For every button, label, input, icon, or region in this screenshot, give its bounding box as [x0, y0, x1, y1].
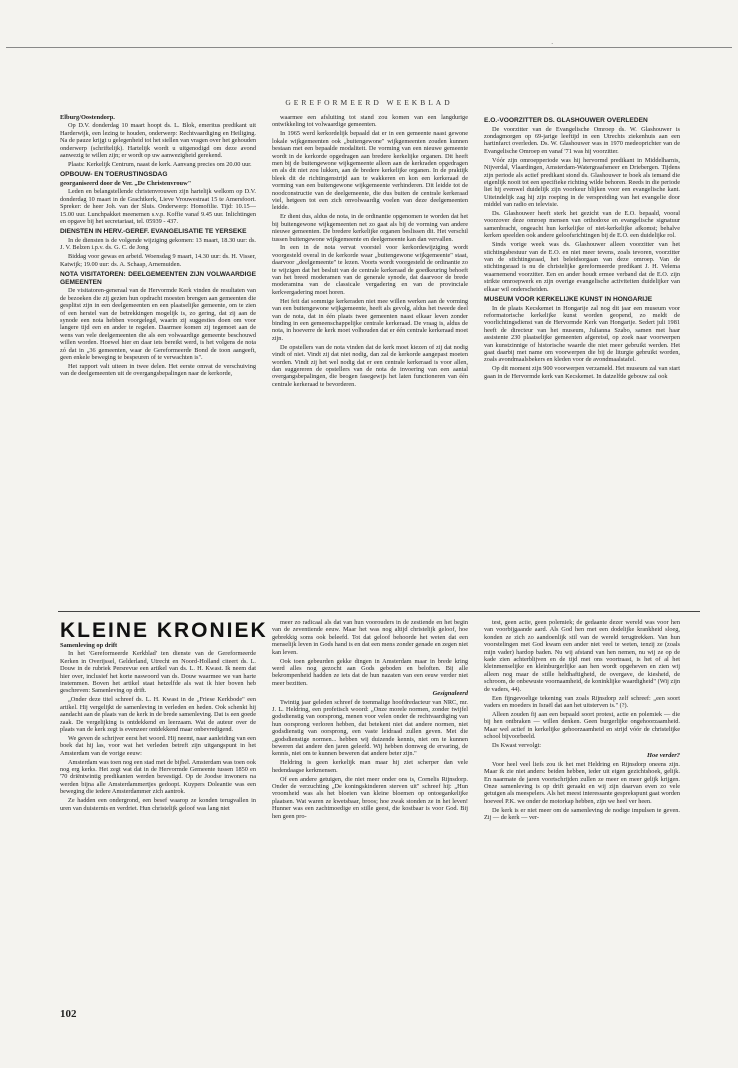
paragraph: Sinds vorige week was ds. Glashouwer alleen voorzitter van het stichtingsbestuur van de E.O. en niet meer tevens, zoals tevoren, voorzitter van de stichtingsraad, het beleidsorgaan van deze omroep. Van de stichtingsraad is nu de christelijke gereformeerde predikant J. H. Velema waarnemend voorzitter. Een en ander houdt ermee verband dat de E.O. zijn strikte omroepwerk en zijn overige evangelische activiteiten duidelijker van elkaar wil onderscheiden. — [484, 241, 680, 293]
top-column-1 — [60, 114, 256, 608]
paragraph: Of een andere getuigen, die niet meer onder ons is, Cornelis Rijnsdorp. Onder de verzuchting „De koningskinderen sterven uit" schreef hij: „Hun vroomheid was als het bloeien van kleine bloemen op ontoegankelijke plaatsen. Wat waren ze kwetsbaar, broos; hoe zwak stonden ze in het leven! Hunner was een zachtmoedige en stille geest, die kostbaar is voor God. Bij hen geen pro- — [272, 775, 468, 820]
article-title: E.O.-VOORZITTER DS. GLASHOUWER OVERLEDEN — [484, 117, 648, 124]
paragraph: Biddag voor gewas en arbeid. Woensdag 9 maart, 14.30 uur: ds. H. Visser, Katwijk; 19.00 uur: ds. A. Schaap, Arnemuiden. — [60, 253, 256, 268]
bottom-column-3 — [484, 619, 680, 1009]
paragraph: Op dit moment zijn 900 voorwerpen verzameld. Het museum zal van start gaan in de Hervormde kerk van Kecskemet. In datzelfde gebouw zal ook — [484, 365, 680, 380]
top-column-3 — [484, 114, 680, 608]
paragraph: Heldring is geen kerkelijk man maar hij ziet scherper dan vele hedendaagse kerkmensen. — [272, 759, 468, 774]
bottom-column-2 — [272, 619, 468, 1009]
article-subtitle: georganiseerd door de Ver. „De Christenvrouw" — [60, 179, 192, 187]
paragraph: De voorzitter van de Evangelische Omroep ds. W. Glashouwer is zondagmorgen op 69-jarige leeftijd in een Utrechts ziekenhuis aan een hartinfarct overleden. Ds. W. Glashouwer was in 1970 medeoprichter van de Evangelische Omroep en vanaf '71 was hij voorzitter. — [484, 125, 680, 155]
paragraph: Plaats: Kerkelijk Centrum, naast de kerk. Aanvang precies om 20.00 uur. — [68, 160, 252, 168]
paragraph: De opstellers van de nota vinden dat de kerk moet kiezen of zij dat nodig vindt of niet. Vindt zij dat niet nodig, dan zal de kerkorde aangepast moeten worden. Vindt zij het wel nodig dat er een centrale kerkeraad is voor allen, dan suggereren de opstellers van de nota de invoering van een aantal overgangsbepalingen, die beogen fasegewijs het laten functioneren van één centrale kerkeraad te bevorderen. — [272, 343, 468, 388]
paragraph: In de diensten is de volgende wijziging gekomen: 13 maart, 18.30 uur: ds. J. V. Belzen i.p.v. ds. G. C. de Jong — [60, 236, 256, 252]
paragraph: meer zo radicaal als dat van hun voorouders in de zestiende en het begin van de zeventiende eeuw. Maar het was nog altijd christelijk geloof, hoe gebrekkig soms ook beleefd. Tot dat geloof behoorde het weten dat een menselijk leven in Gods hand is en dat een mens zonder genade en zegen niet kan leven. — [272, 619, 468, 656]
article-title: MUSEUM VOOR KERKELIJKE KUNST IN HONGARIJE — [484, 296, 653, 304]
paragraph: Ds. Glashouwer heeft sterk het gezicht van de E.O. bepaald, vooral voorzover deze omroep mensen van orthodoxe en evangelische signatuur samenbracht, ongeacht hun kerkelijke of niet-kerkelijke afkomst; behalve kerken speelden ook andere geloofsrichtingen bij de E.O. een duidelijke rol. — [484, 210, 680, 240]
bottom-column-1 — [60, 642, 256, 1004]
paragraph: Er dient dus, aldus de nota, in de ordinantie opgenomen te worden dat het bij buitengewone wijkgemeenten net zo gaat als bij de vorming van andere nieuwe gemeenten. De bredere kerkelijke organen beslissen dit. Het verschil tussen buitengewone wijkgemeente en deelgemeente kan dan vervallen. — [272, 213, 468, 243]
section-divider — [58, 611, 700, 612]
paragraph: Ds Kwast vervolgt: — [492, 742, 541, 749]
paragraph: De visitatoren-generaal van de Hervormde Kerk vinden de resultaten van de bezoeken die zij gezien hun opdracht moesten brengen aan gemeenten die gesplitst zijn in een deelgemeenten en een plaatselijke gemeente, om te zien of een herstel van de betrekkingen mogelijk is, zo gering, dat zij aan de synode een nota hebben voorgelegd, waarin zij suggesties doen om voor langere tijd een en ander te regelen. Daarmee komen zij tegemoet aan de wens van vele deelgemeenten die als een volwaardige gemeente beschouwd willen worden. Hoewel hier en daar iets bereikt werd, is het volgens de nota zó dat in „36 gemeenten, waar de Gereformeerde Bond de toon aangeeft, geen enkele beweging te bespeuren of te verwachten is". — [60, 287, 256, 361]
paragraph: Op D.V. donderdag 10 maart hoopt ds. L. Blok, emeritus predikant uit Harderwijk, een lezing te houden, onderwerp: Rechtvaardiging en Heiliging. Na de pauze krijgt u gelegenheid tot het stellen van vragen over het gehouden onderwerp (schriftelijk). Hartelijk wordt u uitgenodigd om deze avond aanwezig te willen zijn; er wordt op uw aanwezigheid gerekend. — [60, 122, 256, 160]
section-subhead: Gesignaleerd — [432, 690, 468, 698]
paragraph: Voor heel veel liefs zou ik het met Heldring en Rijnsdorp oneens zijn. Maar ik zie niet anders: beiden hebben, ieder uit eigen gezichtshoek, gelijk. En naarmate de jaren voortschrijden zullen ze meer en meer gelijk krijgen. Onze samenleving is op drift geraakt en wij zijn daarvan even zo vele getuigen als meespelers. Als het meest interessante gesprekspunt gaat worden hoeveel P.K. we onder de motorkap hebben, zijn we heel ver heen. — [484, 760, 680, 805]
paragraph: Twintig jaar geleden schreef de toenmalige hoofdredacteur van NRC, mr. J. L. Heldring, een profetisch woord: „Onze morele normen, zonder twijfel godsdienstig van oorsprong, menen voor velen onder de rechtvaardiging van hun oorsprong verloren hebben, dat betekent niet dat andere normen, niet godsdienstig van oorsprong, een vaste leidraad zullen geven. Met die „godsdienstige normen... hebben wij duizende kennis, niet om te kunnen beweren dat andere den jaren geleefd. Wij hebben domweg de ervaring, de kennis, niet om te kunnen beweren dat andere beter zijn." — [272, 698, 468, 758]
paragraph: test, geen actie, geen polemiek; de gedaante dezer wereld was voor hen van voorbijgaande aard. Als God hen met een dodelijke krankheid sloeg, konden ze zich zo aandoenlijk stil van de wereld terugtrekken. Van hun voorstelingen met God kwam een ander niet veel te weten, tenzij ze (zoals mijn vader) hardop baden. Nu wij afstand van hen nemen, nu wij ze op de kade zien achterblijven en de tijd met ons voortraast, is het of al het kleinmenselijke en kleinburgerlijke aan hen wordt opgeheven en zien wij alleen nog maar de stille heldhaftigheid, de overgave, de kiesheid, de schroom, de onbewuste voornaamheid, de koninklijke waardigheid" (Wij zijn de vaders, 44). — [484, 619, 680, 693]
masthead: GEREFORMEERD WEEKBLAD — [285, 98, 453, 107]
paragraph: waarmee een afsluiting tot stand zou komen van een langdurige ontwikkeling tot volwaardige gemeenten. — [272, 114, 468, 129]
paragraph: In een in de nota vervat voorstel voor kerkordewijziging wordt voorgesteld overal in de kerkorde waar „buitengewone wijkgemeente" staat, daarvoor „deelgemeente" te lezen. Voorts wordt voorgesteld de ordinantie zo te wijzigen dat het besluit van de centrale kerkeraad de goedkeuring behoeft van het breed moderamen van de generale synode, dat daarvoor de brede moderamina van de classicale vergadering en van de provinciale kerkvergadering moet horen. — [272, 244, 468, 296]
scan-mark: · — [551, 40, 554, 48]
paragraph: Het feit dat sommige kerkeraden niet mee willen werken aan de vorming van een buitengewone wijkgemeente, heeft als gevolg, aldus het tweede deel van de nota, dat in één plaats twee gemeenten naast elkaar leven zonder binding in een gemeenschappelijke centrale kerkeraad. De vraag is, aldus de nota, in hoeverre de kerk moet volhouden dat er één centrale kerkeraad moet zijn. — [272, 297, 468, 342]
paragraph: Leden en belangstellende christenvrouwen zijn hartelijk welkom op D.V. donderdag 10 maart in de Grachtkerk, Lieve Vrouwestraat 15 te Amersfoort. Spreker: de heer Joh. van der Sluis. Onderwerp: Homofilie. Tijd: 10.15—15.00 uur. Lunchpakket meenemen s.v.p. Koffie vanaf 9.45 uur. Inlichtingen en opgave bij het secretariaat, tel. 05939 - 437. — [60, 188, 256, 225]
paragraph: In 1965 werd kerkordelijk bepaald dat er in een gemeente naast gewone lokale wijkgemeenten ook „buitengewone" wijkgemeenten zouden kunnen bestaan met een bepaalde modaliteit. De vorming van een nieuwe gemeente wordt in de kerkorde opgedragen aan bredere kerkelijke organen. Dit heeft men bij de buitengewone wijkgemeente alleen aan de kerkraden opgedragen en als dit niet zou lukken, aan de bredere kerkelijke organen. In de praktijk bleek dit de richtingenstrijd aan te wakkeren en kon een kerkeraad de vorming van een buitengewone wijkgemeente verhinderen. Dit leidde tot de noodconstructie van de deelgemeente, die dus buiten de centrale kerkeraad viel, hetgeen tot een zich onvolwaardig voelen van deze deelgemeenten leidde. — [272, 130, 468, 212]
top-rule — [6, 47, 732, 48]
section-subhead: Hoe verder? — [646, 752, 680, 760]
section-heading: KLEINE KRONIEK — [60, 619, 268, 642]
paragraph: De kerk is er niet meer om de samenleving de nodige impulsen te geven. Zij — de kerk — ver- — [484, 806, 680, 822]
paragraph: Amsterdam was toen nog een stad met de bijbel. Amsterdam was toen ook nog erg kerks. Het zegt wat dat in de Hervormde Gemeente tussen 1850 en '70 driëntwintig predikanten werden bevestigd. Op de Joodse inwoners na werden bijna alle Amsterdammertjes gedoopt. Kuypers Doleantie was een beweging die iedere Amsterdammer zich aantrok. — [60, 758, 256, 796]
paragraph: In de plaats Kecskemet in Hongarije zal nog dit jaar een museum voor reformatorische kerkelijke kunst worden geopend, zo meldt de voorlichtingsdienst van de Hervormde Kerk van Hongarije. Sedert juli 1981 heeft de directeur van het museum, Julianna Szabo, samen met haar assistente 230 plaatselijke gemeenten afgereisd, op zoek naar voorwerpen van kunstzinnige of historische waarde die niet meer gebruikt werden. Het gaat daarbij met name om voorwerpen die bij de liturgie gebruikt worden, zoals avondmaalsbekers en kleden voor de avondmaalstafel. — [484, 304, 680, 364]
top-column-2 — [272, 114, 468, 608]
page-number: 102 — [60, 1008, 77, 1020]
paragraph: Ze hadden een ondergrond, een besef waarop ze konden terugvallen in uren van duisternis en verdriet. Hun christelijk geloof was lang niet — [60, 797, 256, 812]
paragraph: In het 'Gereformeerde Kerkblad' ten dienste van de Gereformeerde Kerken in Overijssel, Gelderland, Utrecht en Noord-Holland citeert ds. L. Douw in de rubriek Persrevue een artikel van ds. L. H. Kwast. Ik neem dat hier over, inclusief het korte naswoord van ds. Douw waarmee we van harte instemmen. Boven het artikel staat hetzelfde als wat ik hier boven heb geschreven: Samenleving op drift. — [60, 650, 256, 695]
article-subtitle: Samenleving op drift — [60, 642, 118, 649]
paragraph: Een fijngevoelige tekening van zoals Rijnsdorp zelf schreef: „een soort vaders en moeders in Israël dat aan het uitsterven is." (?). — [484, 694, 680, 709]
article-title: DIENSTEN IN HERV.-GEREF. EVANGELISATIE TE YERSEKE — [60, 228, 247, 236]
paragraph: Alleen zouden fij aan een bepaald soort protest, actie en polemiek — die bij hen ontbraken — willen denken. Geen burgerlijke ongehoorzaamheid. Maar wel actief in kerkelijke gehoorzaamheid en strijd vóór de christelijke school bijvoorbeeld. — [484, 710, 680, 741]
paragraph: „Onder deze titel schreef ds. L. H. Kwast in de „Friese Kerkbode" een artikel. Hij vergelijkt de samenleving in verleden en heden. Ook schenkt hij aandacht aan de plaats van de kerk in de brede samenleving. Dat is een goede zaak. De vergelijking is ontdekkend en leerzaam. Wat de auteur over de plaats van de kerk zegt is evenzeer ontdekkend maar onbevredigend. — [60, 696, 256, 733]
article-subtitle: Elburg/Oostendorp. — [60, 114, 115, 121]
paragraph: Vóór zijn omroepperiode was hij hervormd predikant in Middelharnis, Nijverdal, Vlaardingen, Amsterdam-Watergraafsmeer en Driebergen. Tijdens zijn periode als actief predikant stond ds. Glashouwer te boek als iemand die eigenlijk nooit tot een specifieke richting wilde behoren. Reeds in die periode liet hij evenwel duidelijk zijn voorkeur blijken voor een evangelische kant. Uiteindelijk zag hij zijn roeping in de verspreiding van het evangelie door middel van radio en televisie. — [484, 156, 680, 209]
article-title: NOTA VISITATOREN: DEELGEMEENTEN ZIJN VOLWAARDIGE GEMEENTEN — [60, 271, 256, 286]
paragraph: We geven de schrijver eerst het woord. Hij neemt, naar aanleiding van een boek dat hij las, voor wat het verleden betreft zijn uitgangspunt in het Amsterdam van de vorige eeuw: — [60, 734, 256, 757]
article-title: OPBOUW- EN TOERUSTINGSDAG — [60, 171, 168, 179]
paragraph: Het rapport valt uiteen in twee delen. Het eerste omvat de verschuiving van de deelgemeenten uit de overgangsbepalingen naar de kerkorde, — [60, 362, 256, 378]
paragraph: Ook toen gebeurden gekke dingen in Amsterdam maar in brede kring werd alles nog gezocht aan Gods geboden en beloften. Bij alle bekrompenheid hadden ze iets dat de hun nazaten van een eeuw verder niet meer bezitten. — [272, 657, 468, 687]
